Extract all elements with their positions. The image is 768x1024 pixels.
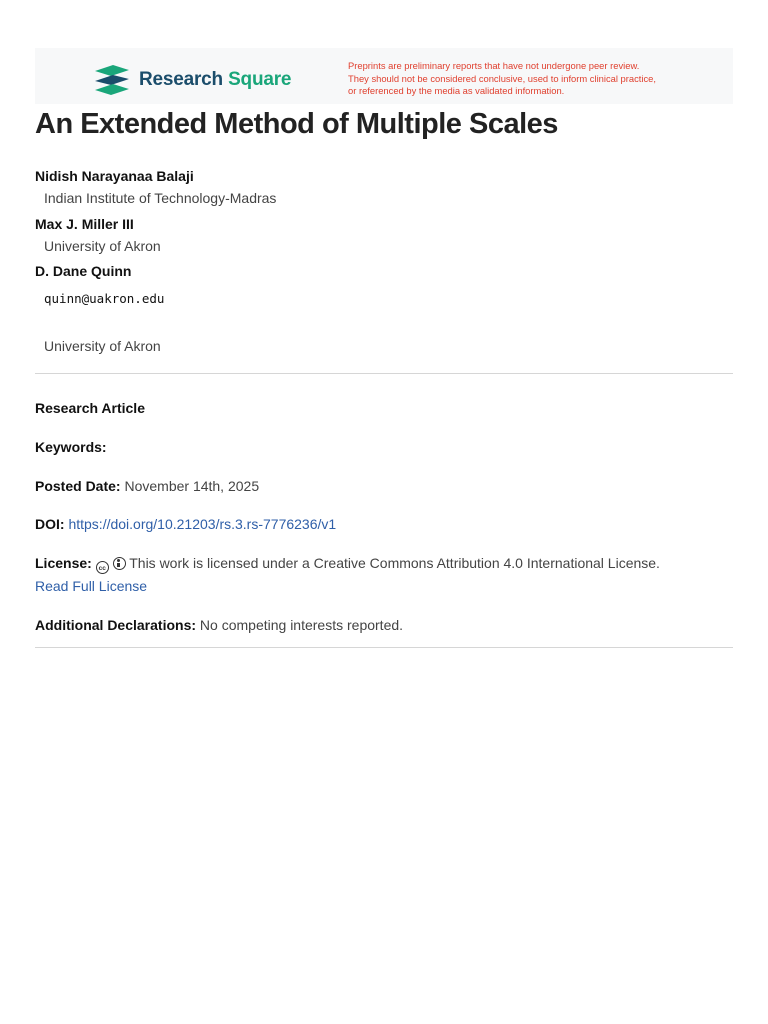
posted-date-value: November 14th, 2025 (124, 478, 260, 494)
author-name: Nidish Narayanaa Balaji (35, 168, 194, 184)
author-affiliation: University of Akron (44, 238, 161, 254)
research-square-logo[interactable] (93, 64, 291, 96)
read-license-row (35, 578, 147, 594)
preprint-disclaimer (348, 60, 728, 98)
keywords-label: Keywords: (35, 439, 107, 455)
paper-title: An Extended Method of Multiple Scales (35, 108, 558, 140)
cc-icon: cc (96, 561, 109, 574)
research-square-logo-icon (93, 65, 131, 95)
posted-date-label: Posted Date: (35, 478, 121, 494)
posted-date-row (35, 478, 259, 494)
license-row (35, 555, 660, 574)
article-type-label: Research Article (35, 400, 145, 416)
author-affiliation: Indian Institute of Technology-Madras (44, 190, 277, 206)
disclaimer-line: or referenced by the media as validated information. (348, 85, 565, 97)
declarations-row (35, 617, 403, 633)
author-email[interactable]: quinn@uakron.edu (44, 291, 165, 306)
read-full-license-link[interactable]: Read Full License (35, 578, 148, 594)
license-label: License: (35, 555, 92, 571)
declarations-label: Additional Declarations: (35, 617, 197, 633)
divider (35, 373, 733, 374)
disclaimer-line: They should not be considered conclusive, used to inform clinical practice, (348, 72, 656, 84)
author-name: D. Dane Quinn (35, 263, 132, 279)
disclaimer-line: Preprints are preliminary reports that have not undergone peer review. (348, 60, 640, 71)
logo-word-square: Square (228, 69, 292, 90)
by-icon (113, 557, 126, 570)
keywords-row (35, 439, 107, 455)
logo-word-research: Research (139, 69, 223, 90)
declarations-value: No competing interests reported. (199, 617, 404, 633)
logo-text (139, 69, 291, 91)
author-affiliation: University of Akron (44, 338, 161, 354)
license-text: This work is licensed under a Creative Commons Attribution 4.0 International License. (129, 555, 660, 571)
preprint-banner (35, 48, 733, 104)
article-type (35, 400, 145, 416)
author-name: Max J. Miller III (35, 216, 134, 232)
doi-label: DOI: (35, 516, 65, 532)
doi-row (35, 516, 336, 532)
divider (35, 647, 733, 648)
doi-link[interactable]: https://doi.org/10.21203/rs.3.rs-7776236/v1 (68, 516, 337, 532)
